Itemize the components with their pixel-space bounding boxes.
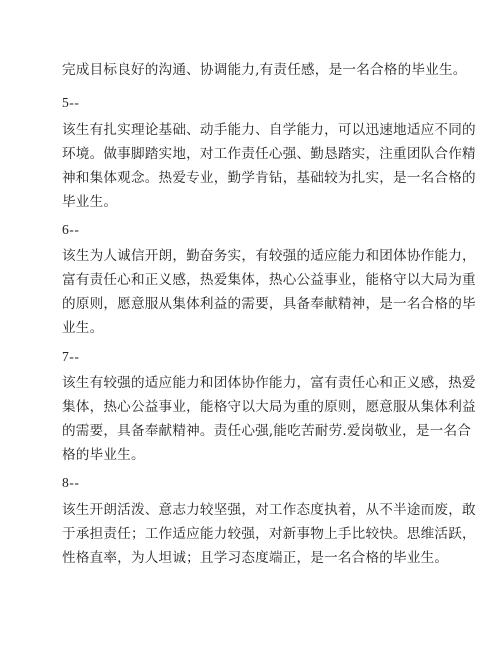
section-5-line-2: 环境。做事脚踏实地，对工作责任心强、勤恳踏实，注重团队合作精 — [62, 146, 476, 162]
section-6-line-3: 的原则，愿意服从集体利益的需要，具备奉献精神，是一名合格的毕 — [62, 296, 476, 312]
section-6-line-4: 业生。 — [62, 320, 104, 336]
section-7-line-3: 的需要，具备奉献精神。责任心强,能吃苦耐劳.爱岗敬业，是一名合 — [62, 423, 472, 439]
section-8-line-1: 该生开朗活泼、意志力较坚强，对工作态度执着，从不半途而废，敢 — [62, 502, 476, 518]
section-6-line-1: 该生为人诚信开朗，勤奋务实，有较强的适应能力和团体协作能力， — [62, 248, 476, 264]
section-5-line-3: 神和集体观念。热爱专业，勤学肯钻，基础较为扎实，是一名合格的 — [62, 170, 476, 186]
section-6-number: 6-- — [62, 222, 80, 237]
section-7-number: 7-- — [62, 349, 80, 364]
section-8-line-3: 性格直率，为人坦诚；且学习态度端正，是一名合格的毕业生。 — [62, 550, 449, 566]
section-6-line-2: 富有责任心和正义感，热爱集体，热心公益事业，能格守以大局为重 — [62, 272, 476, 288]
section-5-line-4: 毕业生。 — [62, 194, 118, 210]
section-5-number: 5-- — [62, 95, 80, 110]
intro-line: 完成目标良好的沟通、协调能力,有责任感，是一名合格的毕业生。 — [62, 62, 467, 78]
section-7-line-1: 该生有较强的适应能力和团体协作能力，富有责任心和正义感，热爱 — [62, 375, 476, 391]
section-7-line-2: 集体，热心公益事业，能格守以大局为重的原则，愿意服从集体利益 — [62, 399, 476, 415]
section-8-line-2: 于承担责任；工作适应能力较强，对新事物上手比较快。思维活跃， — [62, 526, 476, 542]
section-7-line-4: 格的毕业生。 — [62, 447, 145, 463]
section-5-line-1: 该生有扎实理论基础、动手能力、自学能力，可以迅速地适应不同的 — [62, 122, 476, 138]
section-8-number: 8-- — [62, 475, 80, 490]
